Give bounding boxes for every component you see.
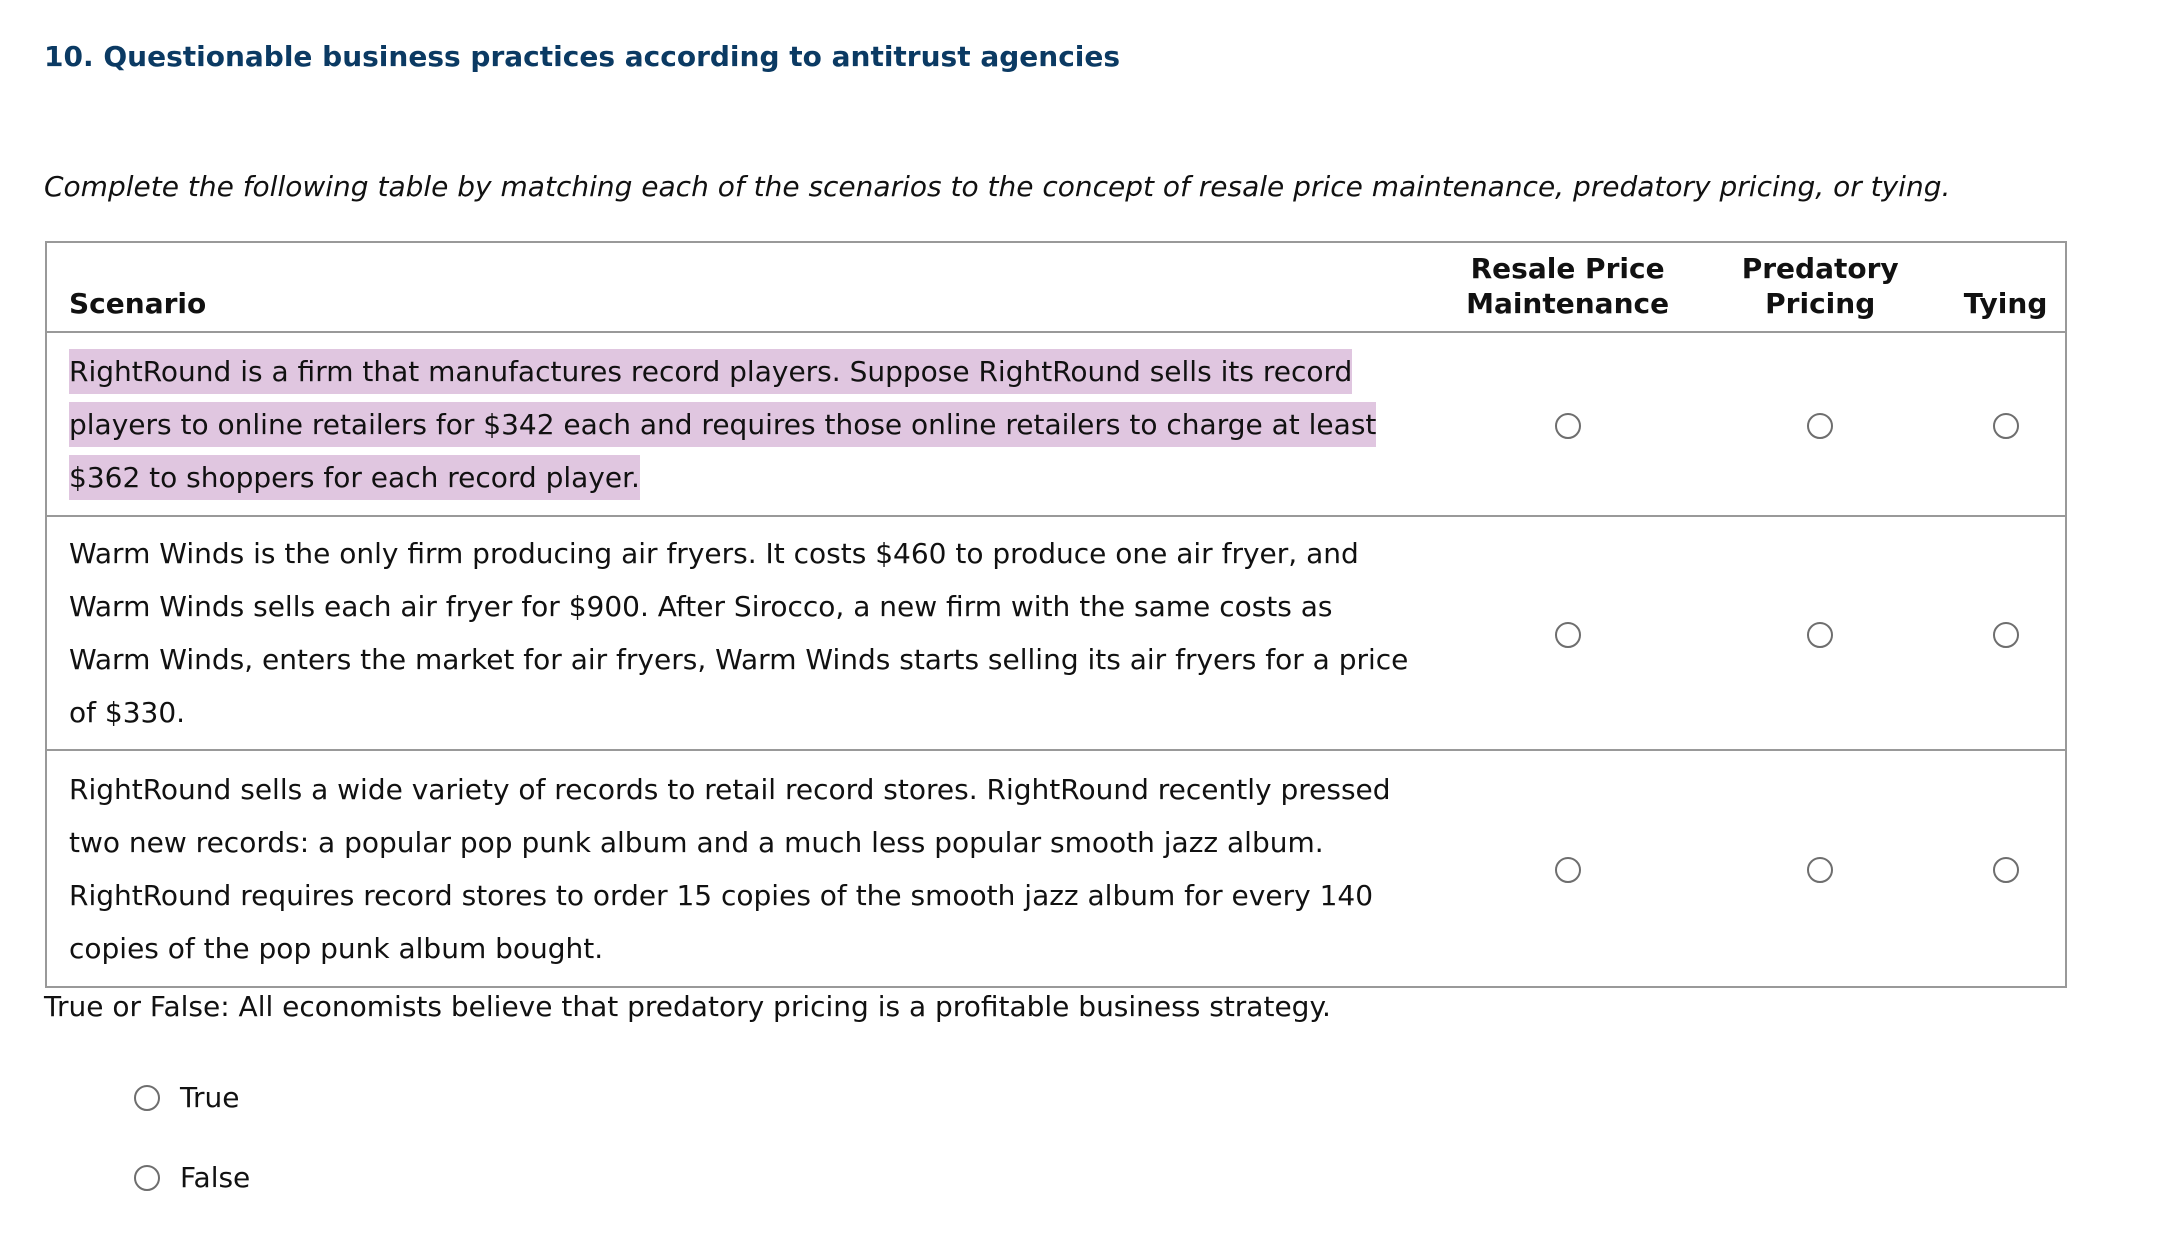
radio-false[interactable] [134,1165,160,1191]
true-option[interactable] [134,1081,239,1114]
option-cell [1441,516,1694,750]
tying-header: Tying [1963,287,2048,320]
true-label: True [180,1081,240,1114]
scenario-cell [46,750,1441,987]
instructions: Complete the following table by matching each of the scenarios to the concept of resale price maintenance, predatory pricing, or tying. [44,170,1951,203]
radio-resale-row-3[interactable] [1555,857,1581,883]
table-row [46,516,2066,750]
option-cell [1946,516,2066,750]
radio-predatory-row-3[interactable] [1807,857,1833,883]
radio-predatory-row-1[interactable] [1807,413,1833,439]
matching-table [45,241,2067,988]
radio-true[interactable] [134,1085,160,1111]
scenario-text: Warm Winds is the only firm producing air fryers. It costs $460 to produce one air fryer, and Warm Winds sells each air fryer for $900. After Sirocco, a new firm with the same costs as Warm Winds, enters the market for air fryers, Warm Winds starts selling its air fryers for a price of $330. [69,537,1409,729]
radio-predatory-row-2[interactable] [1807,622,1833,648]
radio-tying-row-3[interactable] [1993,857,2019,883]
option-cell [1946,750,2066,987]
option-cell [1441,332,1694,516]
scenario-cell [46,516,1441,750]
scenario-cell [46,332,1441,516]
resale-header-line2: Maintenance [1466,287,1670,320]
scenario-text: RightRound sells a wide variety of records to retail record stores. RightRound recently pressed two new records: a popular pop punk album and a much less popular smooth jazz album. RightRound requires record stores to order 15 copies of the smooth jazz album for every 140 copies of the pop punk album bought. [69,772,1391,965]
option-cell [1694,750,1946,987]
resale-header-line1: Resale Price [1470,252,1665,285]
question-title: 10. Questionable business practices according to antitrust agencies [44,40,1121,73]
option-cell [1946,332,2066,516]
resale-price-maintenance-header [1441,242,1694,332]
option-cell [1694,516,1946,750]
radio-tying-row-1[interactable] [1993,413,2019,439]
table-header-row [46,242,2066,332]
predatory-header-line2: Pricing [1765,287,1876,320]
predatory-pricing-header [1694,242,1946,332]
table-row [46,750,2066,987]
scenario-text-highlighted: RightRound is a firm that manufactures record players. Suppose RightRound sells its record players to online retailers for $342 each and requires those online retailers to charge at least $362 to shoppers for each record player. [69,349,1376,500]
table-row [46,332,2066,516]
option-cell [1441,750,1694,987]
predatory-header-line1: Predatory [1741,252,1899,285]
scenario-header: Scenario [69,287,207,320]
false-label: False [180,1161,251,1194]
true-false-question: True or False: All economists believe that predatory pricing is a profitable business strategy. [44,990,1331,1023]
option-cell [1694,332,1946,516]
radio-resale-row-1[interactable] [1555,413,1581,439]
radio-tying-row-2[interactable] [1993,622,2019,648]
false-option[interactable] [134,1161,250,1194]
radio-resale-row-2[interactable] [1555,622,1581,648]
